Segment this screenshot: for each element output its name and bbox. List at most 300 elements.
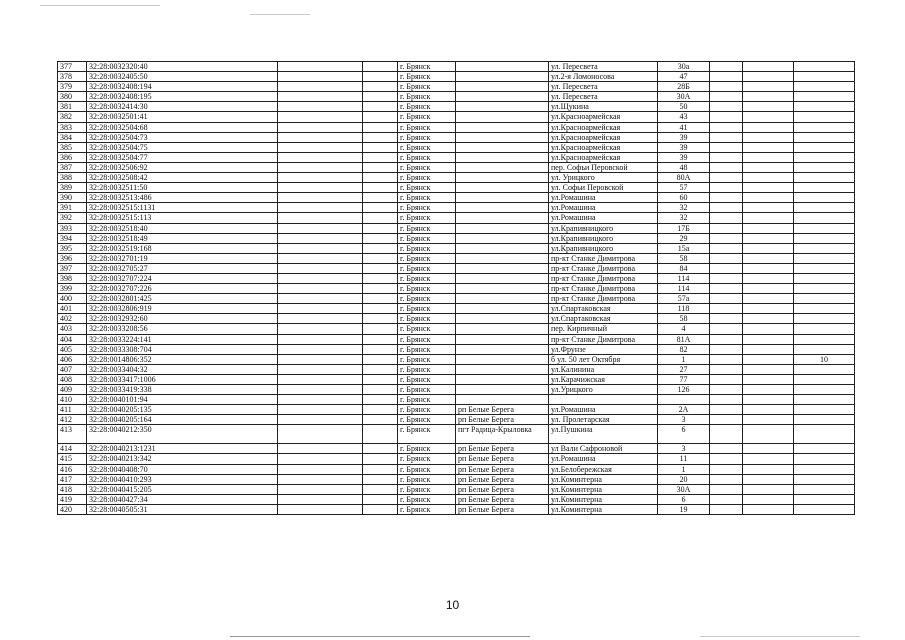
house-number-cell: 4 <box>658 324 710 334</box>
house-number-cell: 48 <box>658 162 710 172</box>
row-number-cell: 389 <box>58 183 87 193</box>
house-number-cell: 3 <box>658 415 710 425</box>
row-number-cell: 400 <box>58 294 87 304</box>
house-number-cell: 82 <box>658 344 710 354</box>
extra-value-cell <box>794 385 855 395</box>
house-number-cell: 41 <box>658 122 710 132</box>
city-cell: г. Брянск <box>398 263 456 273</box>
cadastral-number-cell: 32:28:0032508:42 <box>87 173 278 183</box>
empty-cell <box>743 112 794 122</box>
cadastral-number-cell: 32:28:0032408:194 <box>87 82 278 92</box>
city-cell: г. Брянск <box>398 72 456 82</box>
extra-value-cell <box>794 253 855 263</box>
empty-cell <box>363 334 398 344</box>
table-row <box>58 415 855 425</box>
empty-cell <box>710 354 743 364</box>
street-cell: ул.Ромашина <box>549 405 658 415</box>
settlement-cell <box>456 354 549 364</box>
table-row <box>58 425 855 444</box>
street-cell: ул.Карачижская <box>549 374 658 384</box>
extra-value-cell <box>794 314 855 324</box>
row-number-cell: 407 <box>58 364 87 374</box>
extra-value-cell <box>794 132 855 142</box>
empty-cell <box>278 474 363 484</box>
cadastral-number-cell: 32:28:0040212:350 <box>87 425 278 444</box>
cadastral-number-cell: 32:28:0032501:41 <box>87 112 278 122</box>
empty-cell <box>743 183 794 193</box>
cadastral-number-cell: 32:28:0032504:77 <box>87 152 278 162</box>
empty-cell <box>278 314 363 324</box>
empty-cell <box>743 444 794 454</box>
empty-cell <box>743 314 794 324</box>
city-cell: г. Брянск <box>398 233 456 243</box>
empty-cell <box>710 344 743 354</box>
empty-cell <box>710 464 743 474</box>
row-number-cell: 384 <box>58 132 87 142</box>
table-row <box>58 253 855 263</box>
city-cell: г. Брянск <box>398 253 456 263</box>
empty-cell <box>710 152 743 162</box>
row-number-cell: 408 <box>58 374 87 384</box>
row-number-cell: 413 <box>58 425 87 444</box>
empty-cell <box>743 132 794 142</box>
row-number-cell: 419 <box>58 494 87 504</box>
empty-cell <box>743 82 794 92</box>
empty-cell <box>363 263 398 273</box>
extra-value-cell <box>794 263 855 273</box>
cadastral-number-cell: 32:28:0032518:49 <box>87 233 278 243</box>
empty-cell <box>278 142 363 152</box>
extra-value-cell <box>794 273 855 283</box>
settlement-cell <box>456 162 549 172</box>
street-cell: ул.2-я Ломоносова <box>549 72 658 82</box>
table-row <box>58 142 855 152</box>
house-number-cell <box>658 395 710 405</box>
extra-value-cell <box>794 162 855 172</box>
empty-cell <box>363 213 398 223</box>
empty-cell <box>710 183 743 193</box>
house-number-cell: 81А <box>658 334 710 344</box>
extra-value-cell <box>794 92 855 102</box>
empty-cell <box>743 334 794 344</box>
row-number-cell: 403 <box>58 324 87 334</box>
street-cell: ул.Ромашина <box>549 203 658 213</box>
city-cell: г. Брянск <box>398 223 456 233</box>
street-cell: ул. Урицкого <box>549 173 658 183</box>
settlement-cell: рп Белые Берега <box>456 464 549 474</box>
cadastral-number-cell: 32:28:0032511:50 <box>87 183 278 193</box>
table-row <box>58 162 855 172</box>
city-cell: г. Брянск <box>398 294 456 304</box>
empty-cell <box>710 72 743 82</box>
table-row <box>58 304 855 314</box>
extra-value-cell <box>794 415 855 425</box>
table-row <box>58 203 855 213</box>
scan-artifact <box>250 14 310 15</box>
empty-cell <box>278 173 363 183</box>
empty-cell <box>278 102 363 112</box>
empty-cell <box>363 82 398 92</box>
empty-cell <box>278 132 363 142</box>
settlement-cell <box>456 92 549 102</box>
cadastral-number-cell: 32:28:0032707:226 <box>87 284 278 294</box>
city-cell: г. Брянск <box>398 344 456 354</box>
street-cell: пр-кт Станке Димитрова <box>549 253 658 263</box>
city-cell: г. Брянск <box>398 132 456 142</box>
scan-artifact <box>230 636 530 637</box>
house-number-cell: 43 <box>658 112 710 122</box>
settlement-cell <box>456 82 549 92</box>
empty-cell <box>278 294 363 304</box>
street-cell: пер. Софьи Перовской <box>549 162 658 172</box>
table-row <box>58 82 855 92</box>
empty-cell <box>278 334 363 344</box>
extra-value-cell <box>794 405 855 415</box>
empty-cell <box>710 122 743 132</box>
street-cell: ул Вали Сафроновой <box>549 444 658 454</box>
cadastral-number-cell: 32:28:0032513:486 <box>87 193 278 203</box>
empty-cell <box>278 152 363 162</box>
extra-value-cell <box>794 294 855 304</box>
empty-cell <box>278 82 363 92</box>
extra-value-cell: 10 <box>794 354 855 364</box>
empty-cell <box>363 425 398 444</box>
empty-cell <box>363 203 398 213</box>
house-number-cell: 6 <box>658 425 710 444</box>
extra-value-cell <box>794 183 855 193</box>
cadastral-number-cell: 32:28:0032506:92 <box>87 162 278 172</box>
empty-cell <box>743 142 794 152</box>
empty-cell <box>743 464 794 474</box>
settlement-cell <box>456 334 549 344</box>
row-number-cell: 391 <box>58 203 87 213</box>
empty-cell <box>278 72 363 82</box>
table-row <box>58 484 855 494</box>
house-number-cell: 77 <box>658 374 710 384</box>
street-cell: ул. Пролетарская <box>549 415 658 425</box>
empty-cell <box>363 162 398 172</box>
empty-cell <box>710 364 743 374</box>
empty-cell <box>278 385 363 395</box>
city-cell: г. Брянск <box>398 142 456 152</box>
settlement-cell <box>456 385 549 395</box>
settlement-cell <box>456 314 549 324</box>
empty-cell <box>743 122 794 132</box>
empty-cell <box>278 92 363 102</box>
settlement-cell: рп Белые Берега <box>456 415 549 425</box>
house-number-cell: 19 <box>658 504 710 514</box>
row-number-cell: 385 <box>58 142 87 152</box>
empty-cell <box>278 193 363 203</box>
empty-cell <box>363 344 398 354</box>
street-cell: ул.Ромашина <box>549 454 658 464</box>
empty-cell <box>710 405 743 415</box>
empty-cell <box>710 454 743 464</box>
street-cell: ул.Крапивницкого <box>549 233 658 243</box>
empty-cell <box>363 364 398 374</box>
table-row <box>58 344 855 354</box>
settlement-cell <box>456 294 549 304</box>
empty-cell <box>710 425 743 444</box>
table-row <box>58 122 855 132</box>
extra-value-cell <box>794 122 855 132</box>
empty-cell <box>710 444 743 454</box>
empty-cell <box>710 263 743 273</box>
empty-cell <box>710 102 743 112</box>
cadastral-number-cell: 32:28:0032504:75 <box>87 142 278 152</box>
table-row <box>58 183 855 193</box>
street-cell: пр-кт Станке Димитрова <box>549 294 658 304</box>
row-number-cell: 396 <box>58 253 87 263</box>
extra-value-cell <box>794 193 855 203</box>
street-cell <box>549 395 658 405</box>
empty-cell <box>710 504 743 514</box>
city-cell: г. Брянск <box>398 173 456 183</box>
table-row <box>58 173 855 183</box>
empty-cell <box>278 444 363 454</box>
empty-cell <box>743 494 794 504</box>
empty-cell <box>743 263 794 273</box>
row-number-cell: 383 <box>58 122 87 132</box>
table-row <box>58 494 855 504</box>
registry-table-body <box>58 62 855 515</box>
settlement-cell <box>456 253 549 263</box>
street-cell: ул.Красноармейская <box>549 142 658 152</box>
cadastral-number-cell: 32:28:0040213:1231 <box>87 444 278 454</box>
city-cell: г. Брянск <box>398 324 456 334</box>
street-cell: ул.Урицкого <box>549 385 658 395</box>
cadastral-number-cell: 32:28:0032705:27 <box>87 263 278 273</box>
city-cell: г. Брянск <box>398 203 456 213</box>
empty-cell <box>363 72 398 82</box>
city-cell: г. Брянск <box>398 183 456 193</box>
empty-cell <box>278 464 363 474</box>
extra-value-cell <box>794 344 855 354</box>
empty-cell <box>363 405 398 415</box>
empty-cell <box>710 223 743 233</box>
cadastral-number-cell: 32:28:0040408:70 <box>87 464 278 474</box>
cadastral-number-cell: 32:28:0040205:135 <box>87 405 278 415</box>
cadastral-number-cell: 32:28:0033308:704 <box>87 344 278 354</box>
empty-cell <box>743 425 794 444</box>
settlement-cell: рп Белые Берега <box>456 474 549 484</box>
table-row <box>58 294 855 304</box>
table-row <box>58 374 855 384</box>
row-number-cell: 404 <box>58 334 87 344</box>
cadastral-number-cell: 32:28:0032414:30 <box>87 102 278 112</box>
empty-cell <box>710 385 743 395</box>
settlement-cell <box>456 72 549 82</box>
extra-value-cell <box>794 112 855 122</box>
extra-value-cell <box>794 464 855 474</box>
empty-cell <box>363 395 398 405</box>
empty-cell <box>363 354 398 364</box>
empty-cell <box>278 62 363 72</box>
row-number-cell: 412 <box>58 415 87 425</box>
city-cell: г. Брянск <box>398 494 456 504</box>
house-number-cell: 84 <box>658 263 710 273</box>
table-row <box>58 324 855 334</box>
street-cell: ул.Крапивницкого <box>549 243 658 253</box>
empty-cell <box>743 203 794 213</box>
cadastral-number-cell: 32:28:0032408:195 <box>87 92 278 102</box>
row-number-cell: 416 <box>58 464 87 474</box>
table-row <box>58 223 855 233</box>
extra-value-cell <box>794 304 855 314</box>
city-cell: г. Брянск <box>398 92 456 102</box>
empty-cell <box>710 62 743 72</box>
city-cell: г. Брянск <box>398 162 456 172</box>
table-row <box>58 152 855 162</box>
empty-cell <box>710 395 743 405</box>
house-number-cell: 11 <box>658 454 710 464</box>
street-cell: пр-кт Станке Димитрова <box>549 263 658 273</box>
extra-value-cell <box>794 334 855 344</box>
settlement-cell <box>456 223 549 233</box>
settlement-cell <box>456 364 549 374</box>
empty-cell <box>743 385 794 395</box>
empty-cell <box>710 203 743 213</box>
empty-cell <box>363 112 398 122</box>
extra-value-cell <box>794 243 855 253</box>
street-cell: ул. Пересвета <box>549 62 658 72</box>
table-row <box>58 364 855 374</box>
city-cell: г. Брянск <box>398 444 456 454</box>
street-cell: ул.Красноармейская <box>549 122 658 132</box>
row-number-cell: 382 <box>58 112 87 122</box>
house-number-cell: 1 <box>658 464 710 474</box>
house-number-cell: 20 <box>658 474 710 484</box>
empty-cell <box>743 415 794 425</box>
empty-cell <box>363 233 398 243</box>
empty-cell <box>743 284 794 294</box>
city-cell: г. Брянск <box>398 243 456 253</box>
empty-cell <box>743 243 794 253</box>
street-cell: пр-кт Станке Димитрова <box>549 284 658 294</box>
empty-cell <box>743 223 794 233</box>
cadastral-number-cell: 32:28:0040410:293 <box>87 474 278 484</box>
empty-cell <box>743 213 794 223</box>
table-row <box>58 243 855 253</box>
house-number-cell: 2А <box>658 405 710 415</box>
row-number-cell: 379 <box>58 82 87 92</box>
settlement-cell: пгт Радица-Крыловка <box>456 425 549 444</box>
empty-cell <box>278 162 363 172</box>
cadastral-number-cell: 32:28:0032518:40 <box>87 223 278 233</box>
row-number-cell: 411 <box>58 405 87 415</box>
row-number-cell: 401 <box>58 304 87 314</box>
house-number-cell: 32 <box>658 203 710 213</box>
table-row <box>58 454 855 464</box>
extra-value-cell <box>794 72 855 82</box>
empty-cell <box>363 183 398 193</box>
empty-cell <box>278 233 363 243</box>
row-number-cell: 394 <box>58 233 87 243</box>
row-number-cell: 393 <box>58 223 87 233</box>
city-cell: г. Брянск <box>398 314 456 324</box>
cadastral-number-cell: 32:28:0032320:40 <box>87 62 278 72</box>
house-number-cell: 3 <box>658 444 710 454</box>
empty-cell <box>710 484 743 494</box>
house-number-cell: 114 <box>658 273 710 283</box>
empty-cell <box>710 474 743 484</box>
street-cell: ул.Крапивницкого <box>549 223 658 233</box>
empty-cell <box>278 364 363 374</box>
row-number-cell: 380 <box>58 92 87 102</box>
settlement-cell <box>456 193 549 203</box>
house-number-cell: 39 <box>658 132 710 142</box>
city-cell: г. Брянск <box>398 152 456 162</box>
settlement-cell <box>456 152 549 162</box>
extra-value-cell <box>794 213 855 223</box>
cadastral-number-cell: 32:28:0040415:205 <box>87 484 278 494</box>
table-row <box>58 284 855 294</box>
empty-cell <box>363 102 398 112</box>
cadastral-number-cell: 32:28:0032801:425 <box>87 294 278 304</box>
empty-cell <box>710 82 743 92</box>
empty-cell <box>710 243 743 253</box>
settlement-cell: рп Белые Берега <box>456 454 549 464</box>
empty-cell <box>710 273 743 283</box>
empty-cell <box>710 324 743 334</box>
house-number-cell: 60 <box>658 193 710 203</box>
empty-cell <box>743 152 794 162</box>
empty-cell <box>743 233 794 243</box>
settlement-cell <box>456 102 549 112</box>
table-row <box>58 504 855 514</box>
city-cell: г. Брянск <box>398 102 456 112</box>
empty-cell <box>743 253 794 263</box>
row-number-cell: 386 <box>58 152 87 162</box>
table-row <box>58 314 855 324</box>
extra-value-cell <box>794 364 855 374</box>
house-number-cell: 30а <box>658 62 710 72</box>
table-row <box>58 62 855 72</box>
empty-cell <box>743 294 794 304</box>
city-cell: г. Брянск <box>398 484 456 494</box>
empty-cell <box>278 273 363 283</box>
registry-table <box>57 61 855 515</box>
city-cell: г. Брянск <box>398 464 456 474</box>
empty-cell <box>363 494 398 504</box>
city-cell: г. Брянск <box>398 395 456 405</box>
empty-cell <box>743 324 794 334</box>
extra-value-cell <box>794 484 855 494</box>
city-cell: г. Брянск <box>398 334 456 344</box>
city-cell: г. Брянск <box>398 273 456 283</box>
empty-cell <box>363 142 398 152</box>
street-cell: ул. Пересвета <box>549 82 658 92</box>
empty-cell <box>710 374 743 384</box>
empty-cell <box>710 415 743 425</box>
house-number-cell: 27 <box>658 364 710 374</box>
empty-cell <box>363 314 398 324</box>
empty-cell <box>278 395 363 405</box>
street-cell: ул.Красноармейская <box>549 132 658 142</box>
empty-cell <box>743 344 794 354</box>
cadastral-number-cell: 32:28:0033419:338 <box>87 385 278 395</box>
city-cell: г. Брянск <box>398 364 456 374</box>
scan-artifact <box>40 5 160 6</box>
cadastral-number-cell: 32:28:0040213:342 <box>87 454 278 464</box>
row-number-cell: 395 <box>58 243 87 253</box>
settlement-cell <box>456 233 549 243</box>
empty-cell <box>363 385 398 395</box>
settlement-cell <box>456 142 549 152</box>
house-number-cell: 1 <box>658 354 710 364</box>
street-cell: ул.Красноармейская <box>549 152 658 162</box>
row-number-cell: 409 <box>58 385 87 395</box>
